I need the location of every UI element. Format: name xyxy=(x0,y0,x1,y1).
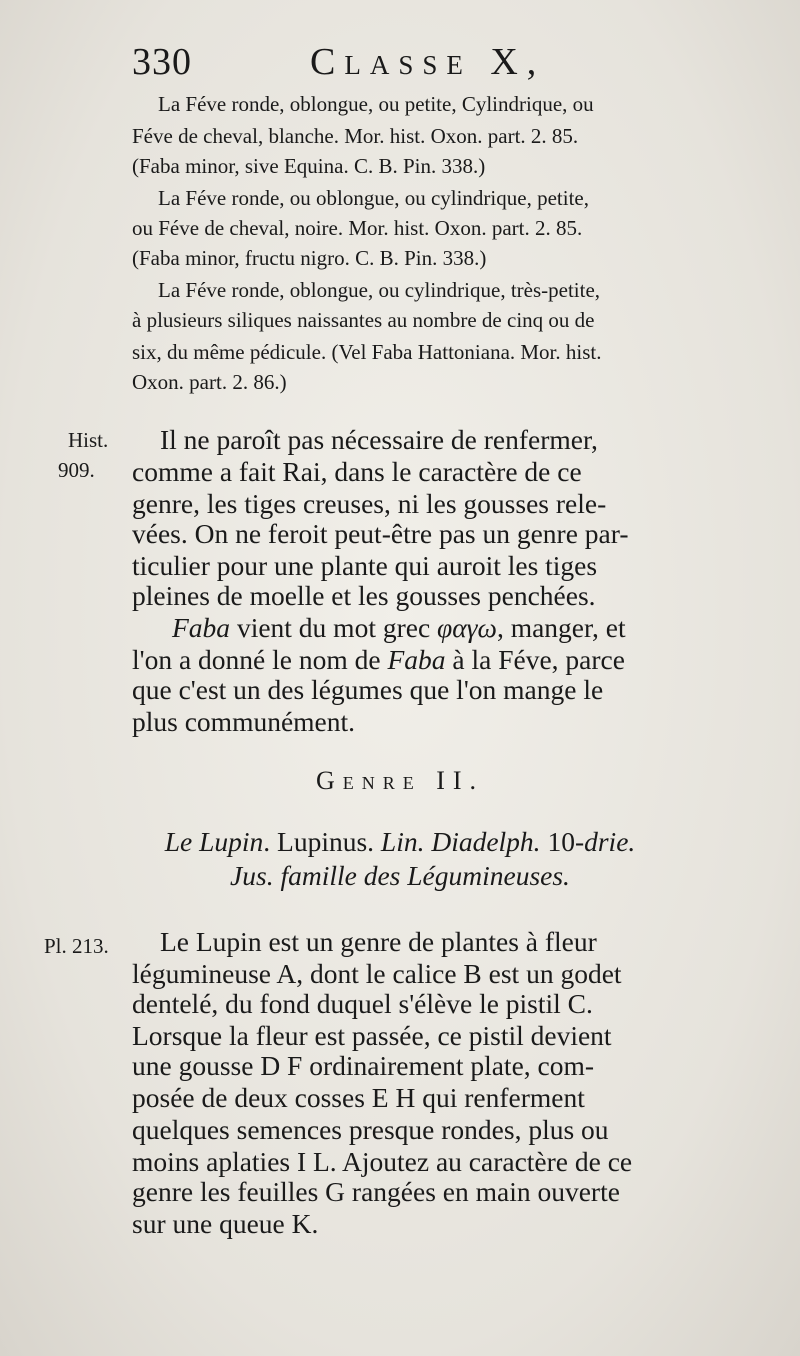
text-line: sur une queue K. xyxy=(132,1208,319,1239)
text-line: dentelé, du fond duquel s'élève le pistil C. xyxy=(132,988,593,1019)
italic-term: Faba xyxy=(172,612,231,643)
text-run: , manger, et xyxy=(496,612,626,643)
genre-heading: Genre II. xyxy=(315,766,485,795)
text-run: l'on a donné le nom de xyxy=(132,644,388,675)
margin-note-hist-number: 909. xyxy=(58,458,95,482)
text-line: La Féve ronde, ou oblongue, ou cylindrique, petite, xyxy=(158,186,589,210)
genre-family-line xyxy=(0,860,800,892)
text-line: Oxon. part. 2. 86.) xyxy=(132,370,287,394)
text-line: La Féve ronde, oblongue, ou petite, Cylindrique, ou xyxy=(158,92,594,116)
text-line: ou Féve de cheval, noire. Mor. hist. Oxon. part. 2. 85. xyxy=(132,216,583,240)
text-line: moins aplaties I L. Ajoutez au caractère de ce xyxy=(132,1146,633,1177)
running-head: Classe X, xyxy=(310,41,546,83)
text-line: quelques semences presque rondes, plus ou xyxy=(132,1114,609,1145)
margin-note-hist-label: Hist. xyxy=(68,428,109,452)
page-number: 330 xyxy=(132,41,192,83)
text-run: à la Féve, parce xyxy=(445,644,625,675)
text-run: vient du mot grec xyxy=(230,612,438,643)
genre-name: Le Lupin xyxy=(164,826,264,857)
text-line: posée de deux cosses E H qui renferment xyxy=(132,1082,585,1113)
text-line: pleines de moelle et les gousses penchées. xyxy=(132,580,596,611)
text-line: La Féve ronde, oblongue, ou cylindrique, très-petite, xyxy=(158,278,601,302)
family-name: Jus. famille des Légumineuses. xyxy=(230,860,570,891)
text-line: comme a fait Rai, dans le caractère de ce xyxy=(132,456,582,487)
text-line: plus communément. xyxy=(132,706,356,737)
text-line: Lorsque la fleur est passée, ce pistil devient xyxy=(132,1020,612,1051)
italic-term: Faba xyxy=(387,644,446,675)
greek-word: φαγω xyxy=(437,612,497,643)
margin-note-plate: Pl. 213. xyxy=(44,934,109,958)
text-line xyxy=(132,644,625,676)
text-run: drie. xyxy=(584,826,636,857)
text-run: 10- xyxy=(540,826,585,857)
text-line: ticulier pour une plante qui auroit les tiges xyxy=(132,550,598,581)
text-line xyxy=(172,612,626,644)
text-line: Il ne paroît pas nécessaire de renfermer, xyxy=(160,424,598,455)
text-line: à plusieurs siliques naissantes au nombre de cinq ou de xyxy=(132,308,595,332)
text-line: Le Lupin est un genre de plantes à fleur xyxy=(160,926,597,957)
genre-title-line xyxy=(0,826,800,858)
text-line: vées. On ne feroit peut-être pas un genre par- xyxy=(132,518,629,549)
text-run: . Lupinus. xyxy=(263,826,381,857)
text-line: (Faba minor, fructu nigro. C. B. Pin. 338.) xyxy=(132,246,487,270)
text-line: que c'est un des légumes que l'on mange le xyxy=(132,674,604,705)
text-line: Féve de cheval, blanche. Mor. hist. Oxon. part. 2. 85. xyxy=(132,124,579,148)
text-line: légumineuse A, dont le calice B est un godet xyxy=(132,958,622,989)
text-line: genre les feuilles G rangées en main ouverte xyxy=(132,1176,620,1207)
page-header xyxy=(132,40,772,88)
text-line: six, du même pédicule. (Vel Faba Hattoniana. Mor. hist. xyxy=(132,340,602,364)
text-line: (Faba minor, sive Equina. C. B. Pin. 338.) xyxy=(132,154,486,178)
linnaeus-class: Lin. Diadelph. xyxy=(380,826,541,857)
text-line: genre, les tiges creuses, ni les gousses rele- xyxy=(132,488,607,519)
text-line: une gousse D F ordinairement plate, com- xyxy=(132,1050,595,1081)
